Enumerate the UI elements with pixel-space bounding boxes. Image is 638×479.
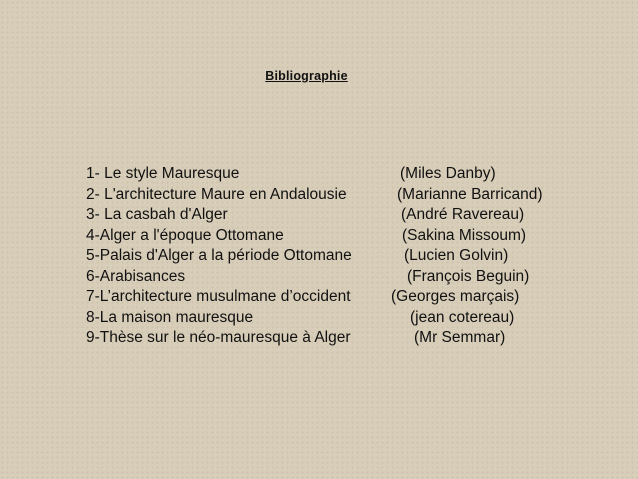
- entry-work: 9-Thèse sur le néo-mauresque à Alger: [86, 329, 351, 346]
- entry-work: 8-La maison mauresque: [86, 308, 254, 326]
- entry-author: (François Beguin): [407, 267, 530, 285]
- entry-author: (Miles Danby): [400, 165, 496, 182]
- entry-author: (Mr Semmar): [414, 329, 506, 346]
- entry-work: 6-Arabisances: [86, 267, 186, 285]
- bibliography-entry: [86, 328, 616, 349]
- entry-work: 1- Le style Mauresque: [86, 165, 240, 182]
- entry-work: 5-Palais d'Alger a la période Ottomane: [86, 247, 352, 264]
- entry-work: 3- La casbah d'Alger: [86, 206, 228, 223]
- entry-author: (André Ravereau): [401, 206, 525, 223]
- bibliography-entry: [86, 308, 616, 329]
- entry-work: 2- L'architecture Maure en Andalousie: [86, 185, 347, 203]
- entry-author: (Marianne Barricand): [397, 185, 543, 203]
- slide-title: Bibliographie: [265, 69, 348, 83]
- entry-work: 7-L’architecture musulmane d’occident: [86, 288, 351, 305]
- bibliography-entry: [86, 246, 616, 267]
- entry-work: 4-Alger a l'époque Ottomane: [86, 226, 284, 244]
- entry-author: (Sakina Missoum): [402, 226, 527, 244]
- bibliography-entry: [86, 267, 616, 288]
- bibliography-entry: [86, 226, 616, 247]
- bibliography-entry: [86, 164, 616, 185]
- bibliography-list: [86, 164, 616, 349]
- bibliography-entry: [86, 185, 616, 206]
- entry-author: (Georges marçais): [391, 288, 520, 305]
- entry-author: (jean cotereau): [410, 308, 515, 326]
- entry-author: (Lucien Golvin): [404, 247, 509, 264]
- bibliography-entry: [86, 205, 616, 226]
- bibliography-entry: [86, 287, 616, 308]
